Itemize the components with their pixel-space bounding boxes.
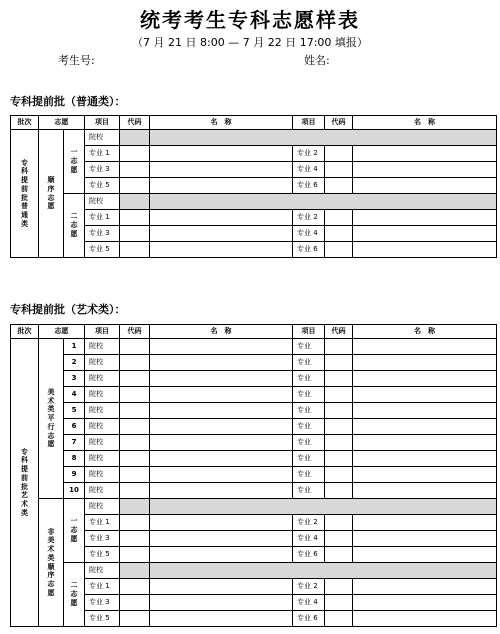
major-code-field[interactable] bbox=[325, 210, 353, 226]
header-code: 代码 bbox=[120, 325, 150, 339]
major-code-field[interactable] bbox=[325, 595, 353, 611]
school-label: 院校 bbox=[85, 355, 120, 371]
school-row bbox=[11, 499, 497, 515]
major-name-field[interactable] bbox=[150, 611, 293, 627]
parallel-preference-row bbox=[11, 435, 497, 451]
major-name-field[interactable] bbox=[353, 483, 497, 499]
page-title: 统考考生专科志愿样表 bbox=[140, 8, 360, 32]
school-row bbox=[11, 563, 497, 579]
school-label: 院校 bbox=[85, 130, 120, 146]
major-name-field[interactable] bbox=[353, 595, 497, 611]
school-name-field[interactable] bbox=[150, 387, 293, 403]
major-code-field[interactable] bbox=[325, 403, 353, 419]
school-label: 院校 bbox=[85, 194, 120, 210]
section-heading-general: 专科提前批（普通类）： bbox=[10, 95, 126, 108]
preference-group-label: 一 志 愿 bbox=[64, 499, 85, 563]
preference-number: 2 bbox=[64, 355, 85, 371]
major-name-field[interactable] bbox=[150, 210, 293, 226]
major-name-field[interactable] bbox=[353, 579, 497, 595]
major-code-field[interactable] bbox=[325, 531, 353, 547]
major-label: 专业 3 bbox=[85, 162, 120, 178]
major-label: 专业 bbox=[293, 483, 325, 499]
preference-number: 10 bbox=[64, 483, 85, 499]
preference-group-label: 一 志 愿 bbox=[64, 130, 85, 194]
major-name-field[interactable] bbox=[353, 515, 497, 531]
batch-label: 专 科 提 前 批 艺 术 类 bbox=[11, 339, 39, 627]
preference-group-label: 二 志 愿 bbox=[64, 563, 85, 627]
major-code-field[interactable] bbox=[325, 226, 353, 242]
school-code-field[interactable] bbox=[120, 403, 150, 419]
school-row bbox=[11, 130, 497, 146]
school-code-field[interactable] bbox=[120, 371, 150, 387]
header-name: 名 称 bbox=[150, 116, 293, 130]
major-name-field[interactable] bbox=[150, 146, 293, 162]
school-code-field[interactable] bbox=[120, 467, 150, 483]
major-name-field[interactable] bbox=[353, 387, 497, 403]
school-name-field[interactable] bbox=[150, 130, 497, 146]
major-code-field[interactable] bbox=[120, 595, 150, 611]
major-name-field[interactable] bbox=[353, 547, 497, 563]
preference-group-label: 二 志 愿 bbox=[64, 194, 85, 258]
major-code-field[interactable] bbox=[325, 515, 353, 531]
preference-number: 5 bbox=[64, 403, 85, 419]
school-code-field[interactable] bbox=[120, 387, 150, 403]
school-code-field[interactable] bbox=[120, 499, 150, 515]
major-label: 专业 3 bbox=[85, 226, 120, 242]
major-name-field[interactable] bbox=[353, 226, 497, 242]
school-code-field[interactable] bbox=[120, 419, 150, 435]
major-label: 专业 bbox=[293, 467, 325, 483]
school-name-field[interactable] bbox=[150, 467, 293, 483]
school-code-field[interactable] bbox=[120, 563, 150, 579]
header-batch: 批次 bbox=[11, 116, 39, 130]
major-name-field[interactable] bbox=[353, 242, 497, 258]
preference-number: 1 bbox=[64, 339, 85, 355]
preference-number: 8 bbox=[64, 451, 85, 467]
major-label: 专业 4 bbox=[293, 162, 325, 178]
major-name-field[interactable] bbox=[150, 579, 293, 595]
major-code-field[interactable] bbox=[325, 242, 353, 258]
major-label: 专业 5 bbox=[85, 611, 120, 627]
major-name-field[interactable] bbox=[353, 451, 497, 467]
parallel-preference-row bbox=[11, 483, 497, 499]
parallel-preference-row bbox=[11, 355, 497, 371]
school-label: 院校 bbox=[85, 419, 120, 435]
header-item: 项目 bbox=[293, 116, 325, 130]
school-name-field[interactable] bbox=[150, 499, 497, 515]
major-label: 专业 5 bbox=[85, 242, 120, 258]
major-name-field[interactable] bbox=[353, 146, 497, 162]
major-label: 专业 2 bbox=[293, 146, 325, 162]
major-code-field[interactable] bbox=[325, 579, 353, 595]
major-name-field[interactable] bbox=[353, 467, 497, 483]
school-label: 院校 bbox=[85, 387, 120, 403]
school-label: 院校 bbox=[85, 435, 120, 451]
school-code-field[interactable] bbox=[120, 483, 150, 499]
batch-label: 专 科 提 前 批 普 通 类 bbox=[11, 130, 39, 258]
major-label: 专业 4 bbox=[293, 531, 325, 547]
major-label: 专业 6 bbox=[293, 242, 325, 258]
preference-number: 7 bbox=[64, 435, 85, 451]
major-code-field[interactable] bbox=[120, 242, 150, 258]
major-label: 专业 3 bbox=[85, 531, 120, 547]
major-code-field[interactable] bbox=[325, 611, 353, 627]
major-name-field[interactable] bbox=[150, 547, 293, 563]
school-name-field[interactable] bbox=[150, 339, 293, 355]
art-application-table bbox=[10, 324, 497, 627]
major-code-field[interactable] bbox=[325, 146, 353, 162]
major-label: 专业 1 bbox=[85, 146, 120, 162]
major-name-field[interactable] bbox=[150, 162, 293, 178]
major-label: 专业 3 bbox=[85, 595, 120, 611]
header-item: 项目 bbox=[85, 325, 120, 339]
school-label: 院校 bbox=[85, 451, 120, 467]
major-label: 专业 bbox=[293, 339, 325, 355]
school-label: 院校 bbox=[85, 371, 120, 387]
major-label: 专业 bbox=[293, 435, 325, 451]
major-code-field[interactable] bbox=[325, 483, 353, 499]
parallel-preference-row bbox=[11, 371, 497, 387]
major-code-field[interactable] bbox=[120, 579, 150, 595]
school-name-field[interactable] bbox=[150, 403, 293, 419]
header-code: 代码 bbox=[120, 116, 150, 130]
school-name-field[interactable] bbox=[150, 355, 293, 371]
school-name-field[interactable] bbox=[150, 563, 497, 579]
parallel-preference-row bbox=[11, 451, 497, 467]
school-row bbox=[11, 194, 497, 210]
school-label: 院校 bbox=[85, 403, 120, 419]
header-code: 代码 bbox=[325, 116, 353, 130]
header-item: 项目 bbox=[293, 325, 325, 339]
major-label: 专业 2 bbox=[293, 579, 325, 595]
major-label: 专业 4 bbox=[293, 226, 325, 242]
major-label: 专业 5 bbox=[85, 178, 120, 194]
preference-number: 3 bbox=[64, 371, 85, 387]
header-code: 代码 bbox=[325, 325, 353, 339]
school-name-field[interactable] bbox=[150, 435, 293, 451]
major-label: 专业 bbox=[293, 451, 325, 467]
major-label: 专业 bbox=[293, 403, 325, 419]
major-label: 专业 1 bbox=[85, 210, 120, 226]
major-code-field[interactable] bbox=[325, 435, 353, 451]
school-code-field[interactable] bbox=[120, 451, 150, 467]
school-label: 院校 bbox=[85, 499, 120, 515]
header-name: 名 称 bbox=[353, 116, 497, 130]
major-label: 专业 bbox=[293, 371, 325, 387]
major-name-field[interactable] bbox=[150, 515, 293, 531]
school-code-field[interactable] bbox=[120, 355, 150, 371]
fill-period: （7 月 21 日 8:00 — 7 月 22 日 17:00 填报） bbox=[132, 36, 368, 49]
major-label: 专业 2 bbox=[293, 210, 325, 226]
major-code-field[interactable] bbox=[120, 515, 150, 531]
parallel-preference-row bbox=[11, 419, 497, 435]
major-name-field[interactable] bbox=[353, 178, 497, 194]
major-code-field[interactable] bbox=[325, 178, 353, 194]
parallel-preference-row bbox=[11, 403, 497, 419]
preference-number: 9 bbox=[64, 467, 85, 483]
major-name-field[interactable] bbox=[150, 178, 293, 194]
major-name-field[interactable] bbox=[353, 210, 497, 226]
school-name-field[interactable] bbox=[150, 194, 497, 210]
header-preference: 志愿 bbox=[39, 116, 85, 130]
school-name-field[interactable] bbox=[150, 483, 293, 499]
major-label: 专业 6 bbox=[293, 178, 325, 194]
school-label: 院校 bbox=[85, 563, 120, 579]
school-label: 院校 bbox=[85, 483, 120, 499]
major-label: 专业 1 bbox=[85, 515, 120, 531]
parallel-preference-row bbox=[11, 387, 497, 403]
major-name-field[interactable] bbox=[150, 595, 293, 611]
major-code-field[interactable] bbox=[325, 339, 353, 355]
major-code-field[interactable] bbox=[120, 531, 150, 547]
major-label: 专业 5 bbox=[85, 547, 120, 563]
header-name: 名 称 bbox=[353, 325, 497, 339]
major-label: 专业 4 bbox=[293, 595, 325, 611]
major-code-field[interactable] bbox=[120, 547, 150, 563]
preference-number: 6 bbox=[64, 419, 85, 435]
major-label: 专业 2 bbox=[293, 515, 325, 531]
major-code-field[interactable] bbox=[325, 355, 353, 371]
major-code-field[interactable] bbox=[120, 226, 150, 242]
school-label: 院校 bbox=[85, 339, 120, 355]
major-label: 专业 bbox=[293, 387, 325, 403]
major-name-field[interactable] bbox=[353, 419, 497, 435]
major-name-field[interactable] bbox=[353, 371, 497, 387]
school-code-field[interactable] bbox=[120, 130, 150, 146]
school-name-field[interactable] bbox=[150, 419, 293, 435]
major-name-field[interactable] bbox=[353, 162, 497, 178]
major-name-field[interactable] bbox=[353, 403, 497, 419]
major-label: 专业 bbox=[293, 355, 325, 371]
school-code-field[interactable] bbox=[120, 435, 150, 451]
major-code-field[interactable] bbox=[120, 162, 150, 178]
major-code-field[interactable] bbox=[325, 547, 353, 563]
school-code-field[interactable] bbox=[120, 194, 150, 210]
school-code-field[interactable] bbox=[120, 339, 150, 355]
student-id-label: 考生号: bbox=[58, 54, 95, 67]
major-code-field[interactable] bbox=[120, 611, 150, 627]
major-name-field[interactable] bbox=[150, 226, 293, 242]
major-label: 专业 6 bbox=[293, 547, 325, 563]
major-name-field[interactable] bbox=[353, 355, 497, 371]
preference-number: 4 bbox=[64, 387, 85, 403]
major-code-field[interactable] bbox=[325, 162, 353, 178]
school-name-field[interactable] bbox=[150, 371, 293, 387]
major-name-field[interactable] bbox=[353, 531, 497, 547]
major-code-field[interactable] bbox=[120, 146, 150, 162]
major-code-field[interactable] bbox=[325, 451, 353, 467]
header-preference: 志愿 bbox=[39, 325, 85, 339]
major-code-field[interactable] bbox=[325, 387, 353, 403]
section-heading-art: 专科提前批（艺术类）： bbox=[10, 303, 126, 316]
major-label: 专业 1 bbox=[85, 579, 120, 595]
parallel-preference-label: 美 术 类 平 行 志 愿 bbox=[39, 339, 64, 499]
major-name-field[interactable] bbox=[353, 435, 497, 451]
major-label: 专业 bbox=[293, 419, 325, 435]
major-name-field[interactable] bbox=[150, 531, 293, 547]
general-application-table bbox=[10, 115, 497, 258]
school-label: 院校 bbox=[85, 467, 120, 483]
major-name-field[interactable] bbox=[150, 242, 293, 258]
name-label: 姓名: bbox=[304, 54, 330, 67]
school-name-field[interactable] bbox=[150, 451, 293, 467]
major-name-field[interactable] bbox=[353, 611, 497, 627]
major-name-field[interactable] bbox=[353, 339, 497, 355]
major-code-field[interactable] bbox=[325, 371, 353, 387]
major-code-field[interactable] bbox=[325, 467, 353, 483]
major-label: 专业 6 bbox=[293, 611, 325, 627]
header-batch: 批次 bbox=[11, 325, 39, 339]
major-code-field[interactable] bbox=[325, 419, 353, 435]
header-item: 项目 bbox=[85, 116, 120, 130]
major-code-field[interactable] bbox=[120, 210, 150, 226]
table-header-row bbox=[11, 325, 497, 339]
parallel-preference-row bbox=[11, 339, 497, 355]
header-name: 名 称 bbox=[150, 325, 293, 339]
major-code-field[interactable] bbox=[120, 178, 150, 194]
table-header-row bbox=[11, 116, 497, 130]
order-preference-label: 非 美 术 类 顺 序 志 愿 bbox=[39, 499, 64, 627]
parallel-preference-row bbox=[11, 467, 497, 483]
order-preference-label: 顺 序 志 愿 bbox=[39, 130, 64, 258]
